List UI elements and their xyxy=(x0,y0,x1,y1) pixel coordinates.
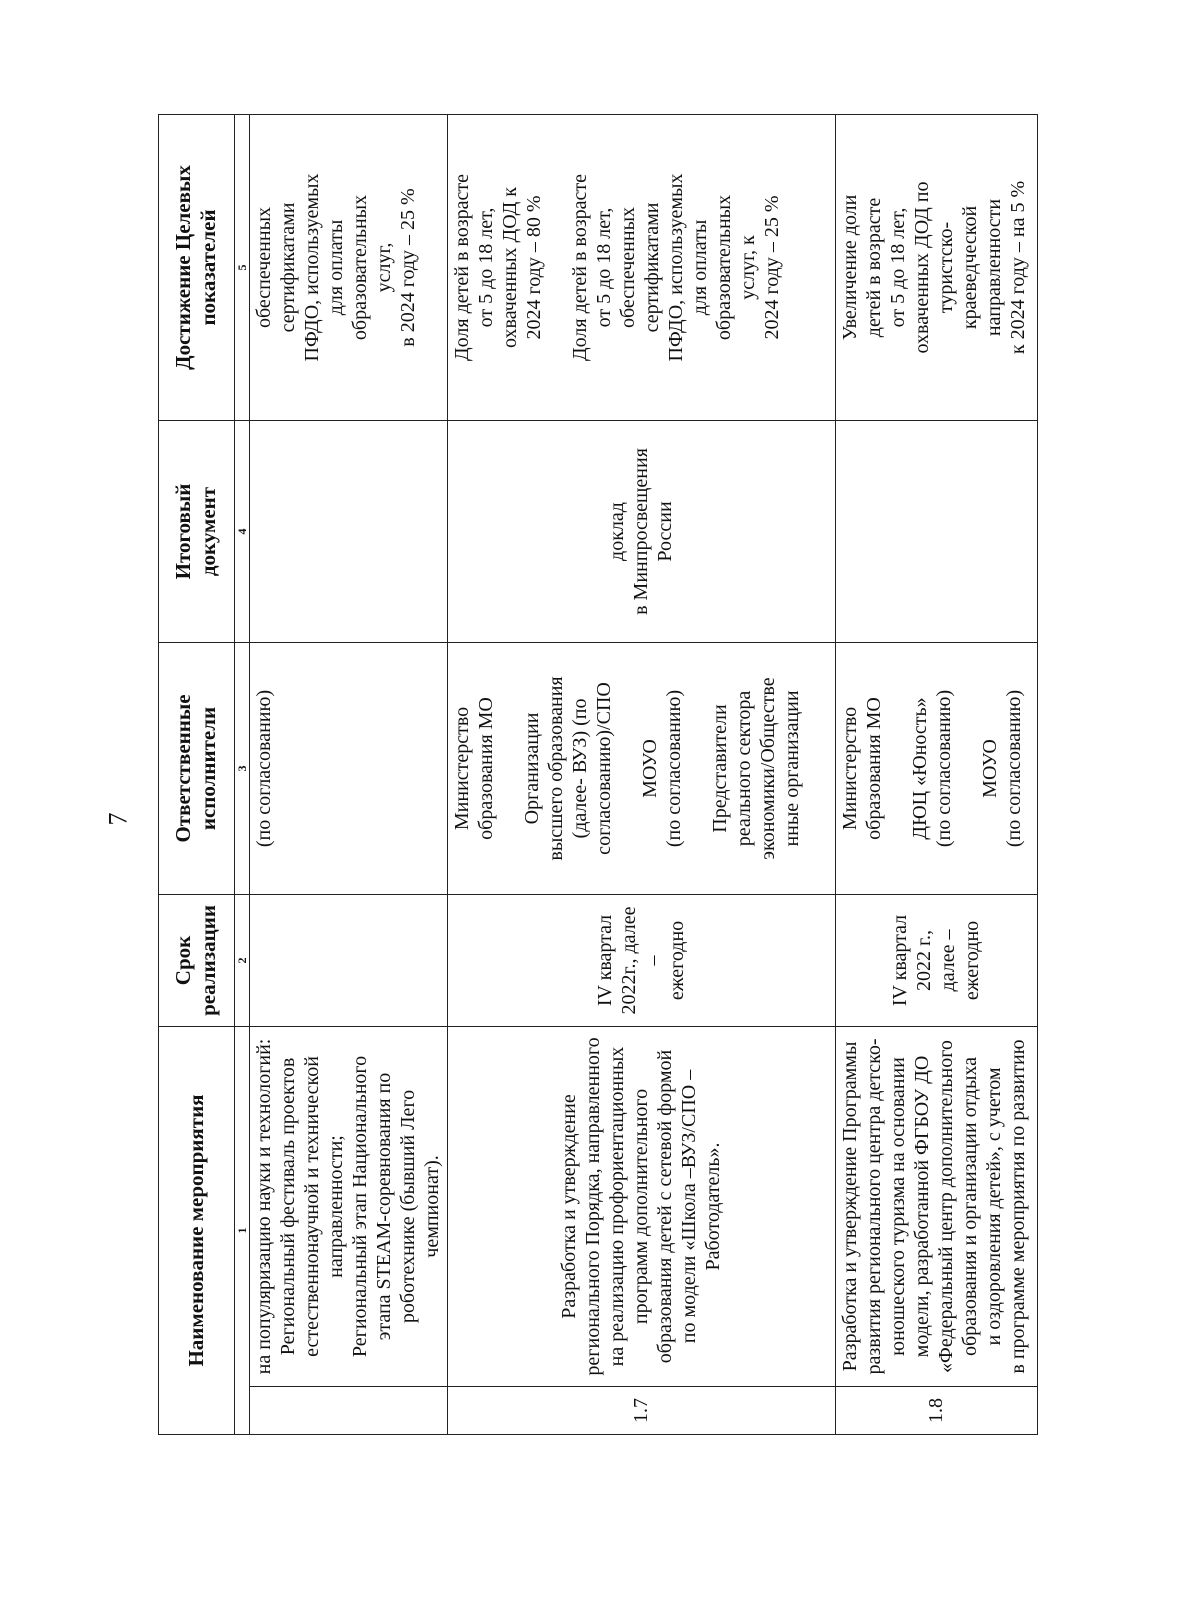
activities-table xyxy=(158,114,1038,1435)
target-item: Доля детей в возрасте от 5 до 18 лет, обеспеченных сертификатами ПФДО, используемых для оплаты образовательных услуг, к 2024 году – 25 % xyxy=(568,173,783,362)
row-name: на популяризацию науки и технологий: Региональный фестиваль проектов естественнонаучной и технической направленности; Региональный этап Национального этапа STEAM-соревнования по роботехнике (бывший Лего чемпионат). xyxy=(249,1026,447,1386)
header-name: Наименование мероприятия xyxy=(159,1026,235,1434)
column-number: 1 xyxy=(234,1026,249,1434)
header-term: Срок реализации xyxy=(159,894,235,1026)
row-name: Разработка и утверждение регионального Порядка, направленного на реализацию профориентационных программ дополнительного образования детей с сетевой формой по модели «Школа –ВУЗ/СПО – Работодатель». xyxy=(447,1026,835,1386)
row-term: IV квартал 2022г., далее – ежегодно xyxy=(447,894,835,1026)
column-number: 2 xyxy=(234,894,249,1026)
row-targets: Увеличение доли детей в возрасте от 5 до 18 лет, охваченных ДОД по туристско- краеведческой направленности к 2024 году – на 5 % xyxy=(835,114,1037,420)
page-number: 7 xyxy=(103,812,133,826)
executor-item: Министерство образования МО xyxy=(450,697,497,840)
row-document: доклад в Минпросвещения России xyxy=(447,420,835,642)
row-document xyxy=(835,420,1037,642)
row-document xyxy=(249,420,447,642)
executor-item: Представители реального сектора экономики/Обществе нные организации xyxy=(708,677,803,860)
row-term: IV квартал 2022 г., далее – ежегодно xyxy=(835,894,1037,1026)
row-id: 1.7 xyxy=(447,1387,835,1435)
table-row xyxy=(249,114,447,1434)
row-term xyxy=(249,894,447,1026)
table-header-row xyxy=(159,114,235,1434)
column-number-row xyxy=(234,114,249,1434)
row-name: Разработка и утверждение Программы развития регионального центра детско- юношеского туризма на основании модели, разработанной ФГБОУ ДО «Федеральный центр дополнительного образования и организации отдыха и оздоровления детей», с учетом в программе мероприятия по развитию xyxy=(835,1026,1037,1386)
header-executors: Ответственные исполнители xyxy=(159,642,235,894)
executor-item: ДЮЦ «Юность» (по согласованию) xyxy=(908,689,955,848)
row-id xyxy=(249,1387,447,1435)
column-number: 4 xyxy=(234,420,249,642)
table-row xyxy=(447,114,835,1434)
column-number: 5 xyxy=(234,114,249,420)
row-id: 1.8 xyxy=(835,1387,1037,1435)
table-row xyxy=(835,114,1037,1434)
rotated-table-content xyxy=(158,115,1038,1435)
row-executors xyxy=(447,642,835,894)
row-targets: обеспеченных сертификатами ПФДО, используемых для оплаты образовательных услуг, в 2024 году – 25 % xyxy=(249,114,447,420)
executor-item: МОУО (по согласованию) xyxy=(638,689,685,848)
row-executors: (по согласованию) xyxy=(249,642,447,894)
row-executors xyxy=(835,642,1037,894)
column-number: 3 xyxy=(234,642,249,894)
rotated-table-frame xyxy=(158,115,1038,1435)
row-targets xyxy=(447,114,835,420)
executor-item: Организации высшего образования (далее- ВУЗ) (по согласованию)/СПО xyxy=(520,676,615,861)
executor-item: Министерство образования МО xyxy=(838,697,885,840)
executor-item: МОУО (по согласованию) xyxy=(978,689,1025,848)
header-document: Итоговый документ xyxy=(159,420,235,642)
header-targets: Достижение Целевых показателей xyxy=(159,114,235,420)
target-item: Доля детей в возрасте от 5 до 18 лет, охваченных ДОД к 2024 году – 80 % xyxy=(450,174,545,361)
